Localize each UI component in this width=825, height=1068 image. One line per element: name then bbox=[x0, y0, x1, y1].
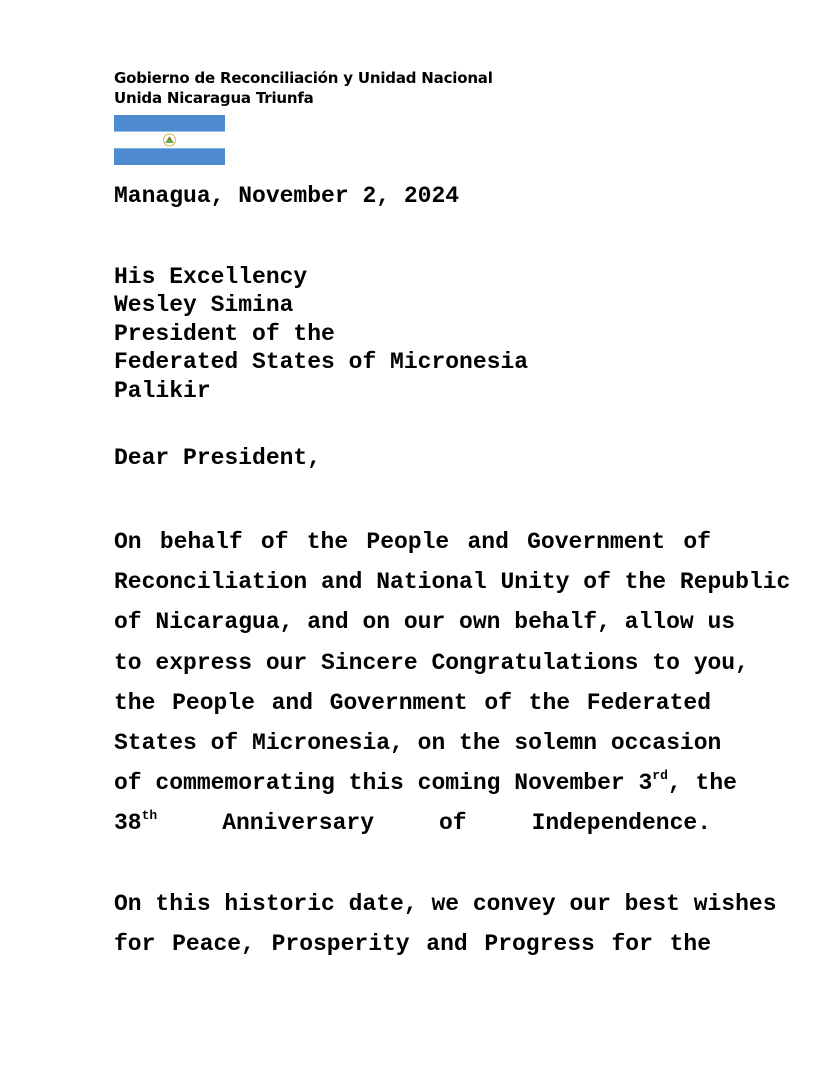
salutation: Dear President, bbox=[114, 445, 322, 471]
ordinal-suffix: th bbox=[141, 807, 158, 823]
body-line: the People and Government of the Federated bbox=[114, 689, 711, 716]
body-text-segment: of commemorating this coming November 3 bbox=[114, 770, 653, 797]
recipient-line: President of the bbox=[114, 320, 335, 347]
recipient-line: His Excellency bbox=[114, 264, 308, 290]
body-text-segment: , the bbox=[667, 770, 737, 797]
letterhead-government-name: Gobierno de Reconciliación y Unidad Nacional bbox=[114, 69, 493, 87]
recipient-line: Wesley Simina bbox=[114, 292, 294, 319]
body-line: for Peace, Prosperity and Progress for the bbox=[114, 931, 711, 958]
body-line: Reconciliation and National Unity of the Republic bbox=[114, 569, 791, 596]
body-text-segment: Anniversary of Independence. bbox=[157, 810, 711, 837]
body-line: of Nicaragua, and on our own behalf, allow us bbox=[114, 609, 736, 636]
letter-body bbox=[114, 522, 791, 964]
paragraph-congratulations bbox=[114, 522, 791, 844]
recipient-address bbox=[114, 263, 528, 405]
recipient-line: Federated States of Micronesia bbox=[114, 349, 529, 376]
body-text-segment: 38 bbox=[114, 810, 142, 837]
body-line: On behalf of the People and Government of bbox=[114, 529, 711, 555]
body-line: On this historic date, we convey our best wishes bbox=[114, 890, 777, 917]
paragraph-wishes bbox=[114, 884, 777, 964]
body-line: States of Micronesia, on the solemn occasion bbox=[114, 730, 722, 757]
body-line bbox=[114, 803, 711, 843]
nicaragua-flag bbox=[114, 115, 225, 165]
letterhead bbox=[114, 68, 493, 108]
letterhead-slogan: Unida Nicaragua Triunfa bbox=[114, 89, 314, 107]
body-line bbox=[114, 763, 737, 803]
body-line: to express our Sincere Congratulations to you, bbox=[114, 649, 749, 676]
ordinal-suffix: rd bbox=[652, 767, 668, 783]
dateline: Managua, November 2, 2024 bbox=[114, 183, 460, 209]
recipient-line: Palikir bbox=[114, 377, 211, 404]
